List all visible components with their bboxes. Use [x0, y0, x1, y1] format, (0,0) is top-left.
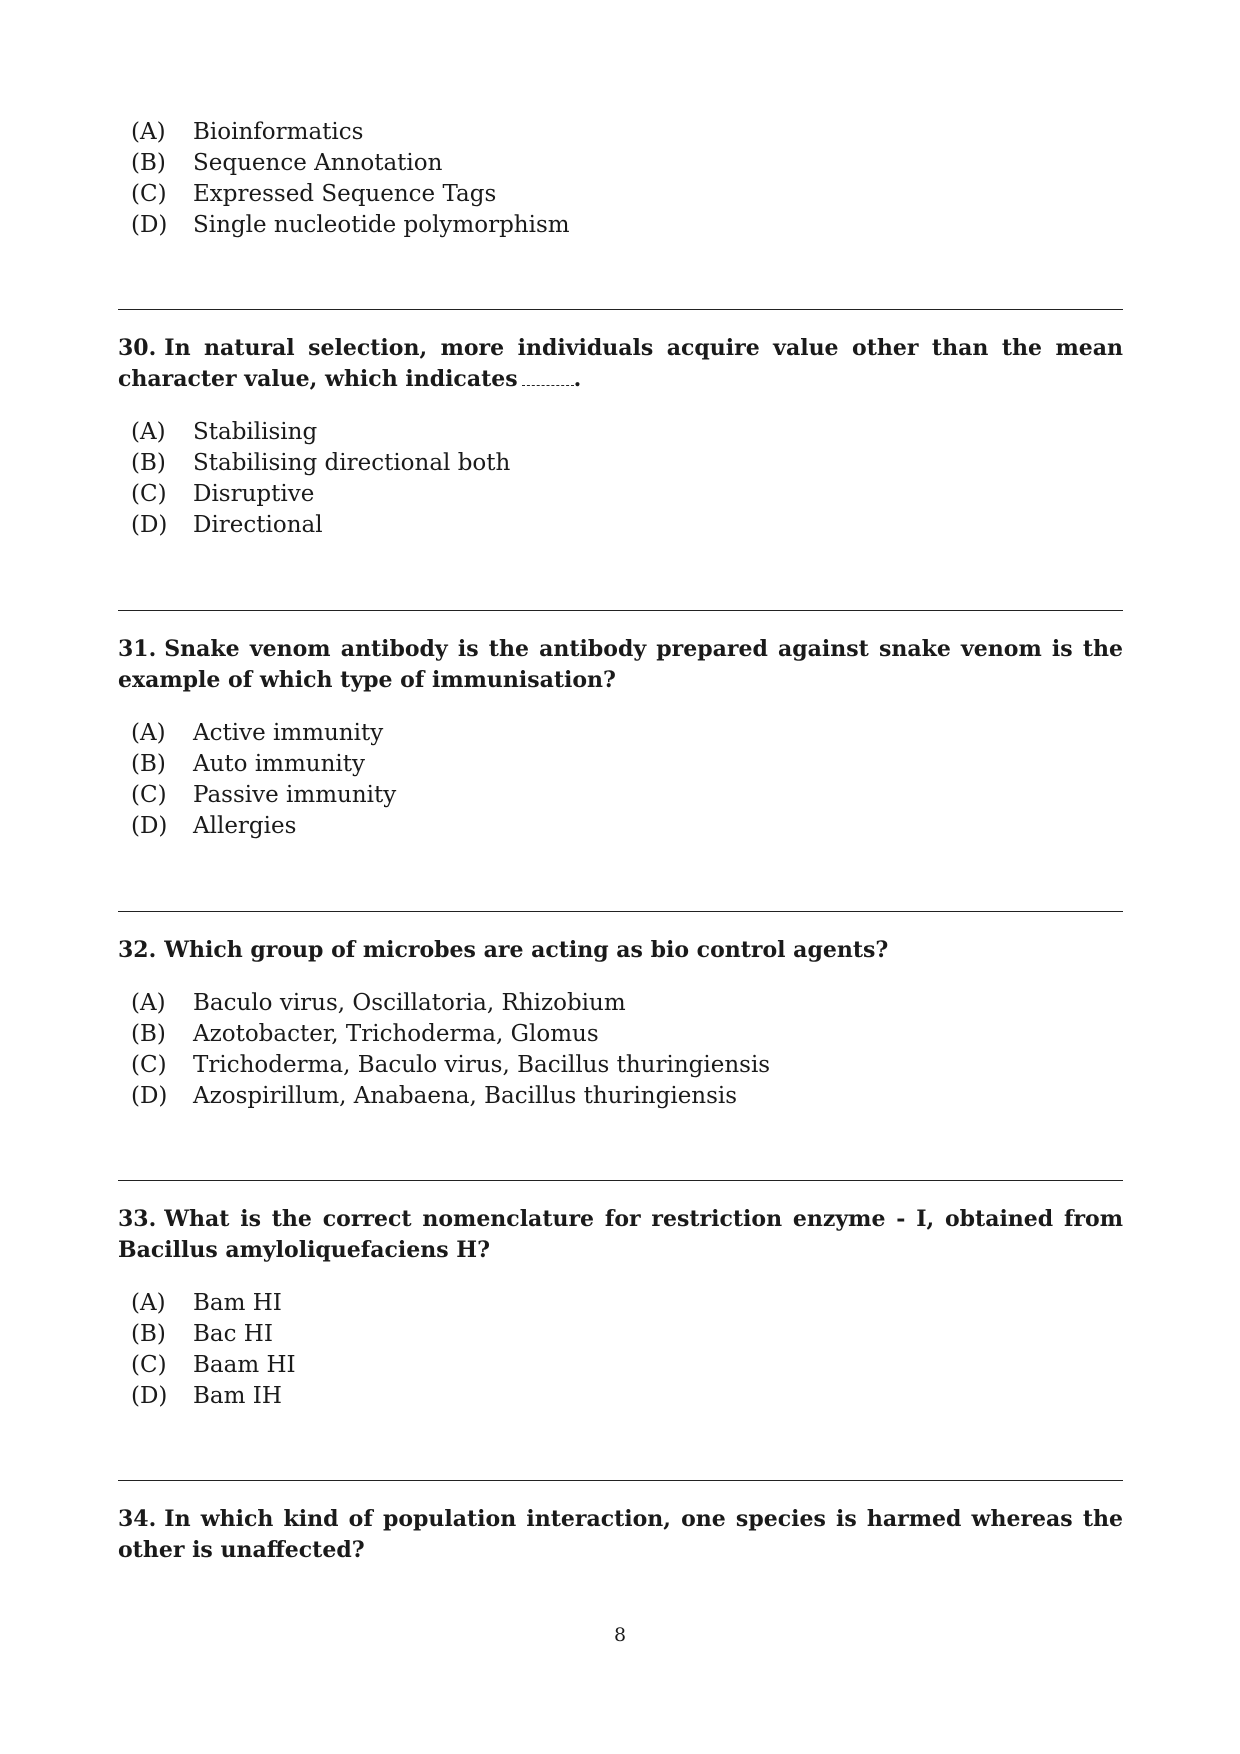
q32-option-c — [131, 1050, 770, 1081]
question-divider — [118, 610, 1123, 611]
q30-options — [131, 417, 510, 541]
question-text: Which group of microbes are acting as bio control agents? — [164, 937, 889, 963]
q32-options — [131, 988, 770, 1112]
option-letter: (D) — [131, 512, 168, 538]
option-letter: (A) — [131, 119, 166, 145]
question-divider — [118, 1480, 1123, 1481]
option-text: Single nucleotide polymorphism — [193, 212, 570, 238]
q31-option-b — [131, 749, 396, 780]
question-end: . — [573, 366, 582, 392]
option-letter: (A) — [131, 990, 166, 1016]
question-number: 30. — [118, 335, 157, 361]
q33-option-d — [131, 1381, 296, 1412]
q29-option-b — [131, 148, 570, 179]
option-text: Stabilising directional both — [193, 450, 511, 476]
question-divider — [118, 911, 1123, 912]
question-number: 34. — [118, 1506, 157, 1532]
question-divider — [118, 309, 1123, 310]
option-text: Auto immunity — [193, 751, 366, 777]
option-text: Passive immunity — [193, 782, 397, 808]
q33-question — [118, 1204, 1123, 1266]
q33-option-a — [131, 1288, 296, 1319]
question-text: In which kind of population interaction, one species is harmed whereas the other is unaffected? — [118, 1506, 1123, 1563]
option-text: Azotobacter, Trichoderma, Glomus — [193, 1021, 599, 1047]
option-text: Bam IH — [193, 1383, 282, 1409]
option-text: Active immunity — [193, 720, 384, 746]
q32-option-d — [131, 1081, 770, 1112]
option-text: Bam HI — [193, 1290, 282, 1316]
q32-option-b — [131, 1019, 770, 1050]
option-text: Stabilising — [193, 419, 318, 445]
option-text: Trichoderma, Baculo virus, Bacillus thuringiensis — [193, 1052, 771, 1078]
q30-question — [118, 333, 1123, 395]
option-letter: (C) — [131, 1052, 167, 1078]
question-text: Snake venom antibody is the antibody prepared against snake venom is the example of which type of immunisation? — [118, 636, 1123, 693]
option-text: Sequence Annotation — [193, 150, 443, 176]
option-letter: (C) — [131, 782, 167, 808]
option-text: Baam HI — [193, 1352, 296, 1378]
q33-option-b — [131, 1319, 296, 1350]
option-letter: (C) — [131, 1352, 167, 1378]
q29-option-c — [131, 179, 570, 210]
q31-option-d — [131, 811, 396, 842]
q29-option-a — [131, 117, 570, 148]
option-letter: (B) — [131, 1321, 166, 1347]
q29-options — [131, 117, 570, 241]
option-text: Allergies — [193, 813, 297, 839]
option-letter: (A) — [131, 720, 166, 746]
option-text: Baculo virus, Oscillatoria, Rhizobium — [193, 990, 626, 1016]
option-letter: (D) — [131, 1083, 168, 1109]
option-text: Expressed Sequence Tags — [193, 181, 497, 207]
option-letter: (B) — [131, 150, 166, 176]
q33-option-c — [131, 1350, 296, 1381]
q30-option-d — [131, 510, 510, 541]
q31-option-a — [131, 718, 396, 749]
q30-option-c — [131, 479, 510, 510]
option-text: Disruptive — [193, 481, 315, 507]
q31-question — [118, 634, 1123, 696]
option-text: Directional — [193, 512, 323, 538]
q31-options — [131, 718, 396, 842]
q33-options — [131, 1288, 296, 1412]
option-text: Azospirillum, Anabaena, Bacillus thuringiensis — [193, 1083, 738, 1109]
option-letter: (D) — [131, 212, 168, 238]
option-text: Bioinformatics — [193, 119, 364, 145]
option-letter: (B) — [131, 450, 166, 476]
question-text: What is the correct nomenclature for restriction enzyme - I, obtained from Bacillus amyloliquefaciens H? — [118, 1206, 1123, 1263]
q34-question — [118, 1504, 1123, 1566]
q32-question — [118, 935, 1123, 966]
question-text: In natural selection, more individuals acquire value other than the mean character value, which indicates — [118, 335, 1123, 392]
question-number: 32. — [118, 937, 157, 963]
q29-option-d — [131, 210, 570, 241]
option-letter: (D) — [131, 813, 168, 839]
option-letter: (B) — [131, 1021, 166, 1047]
option-letter: (D) — [131, 1383, 168, 1409]
option-letter: (B) — [131, 751, 166, 777]
option-letter: (A) — [131, 419, 166, 445]
question-divider — [118, 1180, 1123, 1181]
option-letter: (C) — [131, 181, 167, 207]
option-letter: (A) — [131, 1290, 166, 1316]
option-text: Bac HI — [193, 1321, 273, 1347]
q32-option-a — [131, 988, 770, 1019]
page-number: 8 — [613, 1624, 627, 1646]
answer-blank — [522, 367, 574, 386]
question-number: 31. — [118, 636, 157, 662]
q30-option-a — [131, 417, 510, 448]
option-letter: (C) — [131, 481, 167, 507]
q31-option-c — [131, 780, 396, 811]
q30-option-b — [131, 448, 510, 479]
question-number: 33. — [118, 1206, 157, 1232]
